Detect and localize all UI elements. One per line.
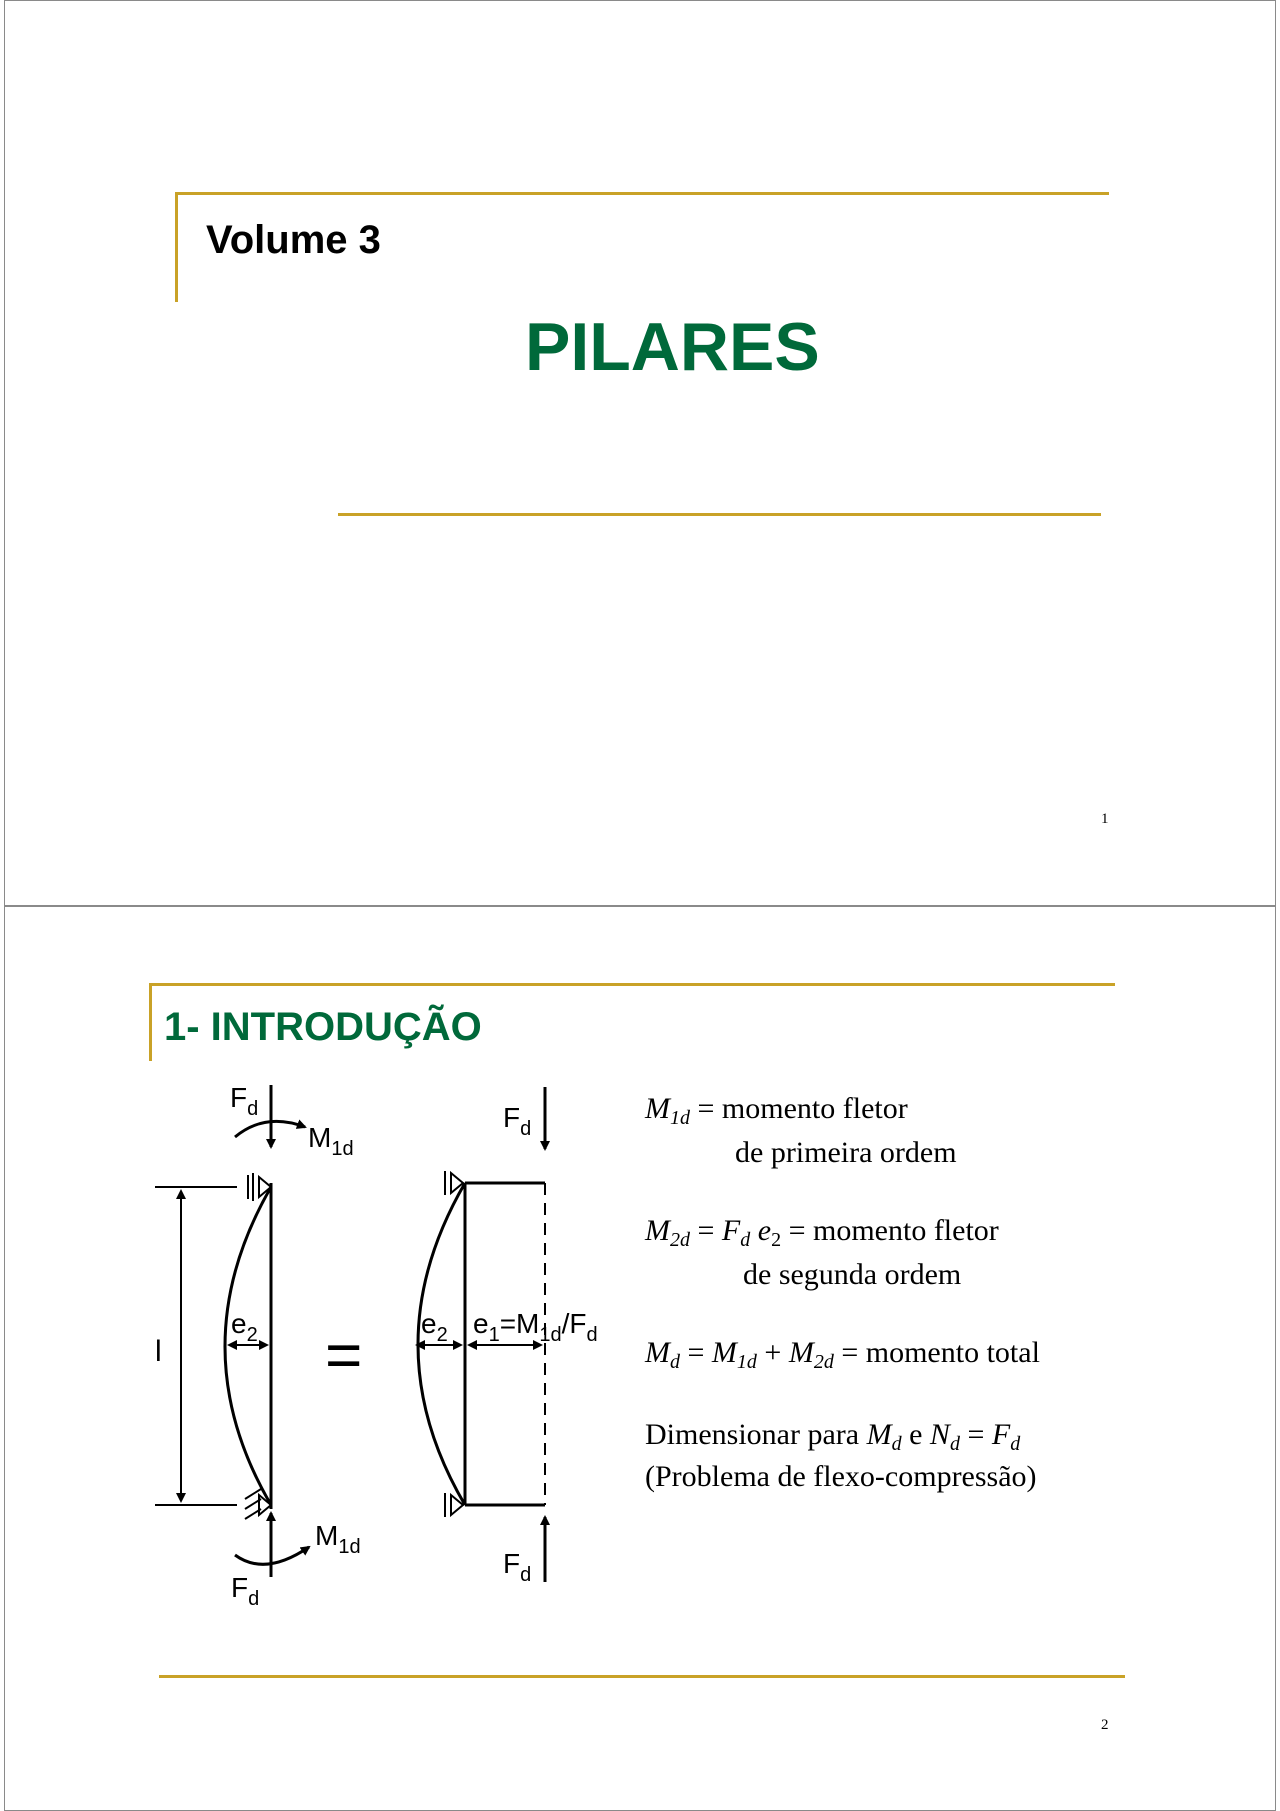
right-top-force-label: $F_d$ bbox=[503, 1102, 532, 1140]
left-e2-label: $e_2$ bbox=[231, 1308, 258, 1346]
equals-sign: = bbox=[325, 1319, 363, 1391]
slide-1 bbox=[4, 0, 1276, 906]
title-left-rule bbox=[175, 192, 178, 302]
title-top-rule bbox=[175, 192, 1109, 195]
page-number: 2 bbox=[1101, 1717, 1109, 1733]
m2d-definition: $M_{2d} = F_d$ $e_2$ = momento fletor bbox=[645, 1214, 999, 1251]
section-bottom-rule bbox=[159, 1675, 1125, 1678]
m1d-definition-line2: de primeira ordem bbox=[735, 1136, 957, 1169]
left-bottom-moment-label: $M_{1d}$ bbox=[315, 1520, 361, 1558]
left-top-force-label: $F_d$ bbox=[230, 1082, 259, 1120]
volume-title: Volume 3 bbox=[206, 218, 381, 262]
right-e2-label: $e_2$ bbox=[421, 1308, 448, 1346]
right-bottom-force-label: $F_d$ bbox=[503, 1548, 532, 1586]
left-top-moment-label: $M_{1d}$ bbox=[308, 1122, 354, 1160]
m2d-definition-line2: de segunda ordem bbox=[743, 1258, 962, 1291]
section-left-rule bbox=[149, 983, 152, 1061]
left-bottom-force-label: $F_d$ bbox=[231, 1572, 260, 1610]
main-title: PILARES bbox=[525, 309, 820, 385]
right-column bbox=[417, 1087, 598, 1586]
length-label: l bbox=[155, 1335, 162, 1368]
column-diagram bbox=[145, 1077, 625, 1637]
section-title: 1- INTRODUÇÃO bbox=[164, 1005, 482, 1049]
m1d-definition: $M_{1d}$ = momento fletor bbox=[645, 1092, 908, 1129]
left-bottom-support-icon bbox=[245, 1489, 271, 1519]
left-top-support-icon bbox=[248, 1173, 271, 1201]
section-top-rule bbox=[149, 983, 1115, 986]
slide-2 bbox=[4, 906, 1276, 1811]
problem-statement: (Problema de flexo-compressão) bbox=[645, 1460, 1037, 1493]
e1-label: $e_1=M_{1d}/F_d$ bbox=[473, 1308, 598, 1346]
page-number: 1 bbox=[1101, 811, 1109, 827]
title-bottom-rule bbox=[338, 513, 1101, 516]
md-definition: $M_d = M_{1d} + M_{2d}$ = momento total bbox=[645, 1336, 1040, 1373]
design-statement: Dimensionar para $M_d$ e $N_d = F_d$ bbox=[645, 1418, 1021, 1455]
